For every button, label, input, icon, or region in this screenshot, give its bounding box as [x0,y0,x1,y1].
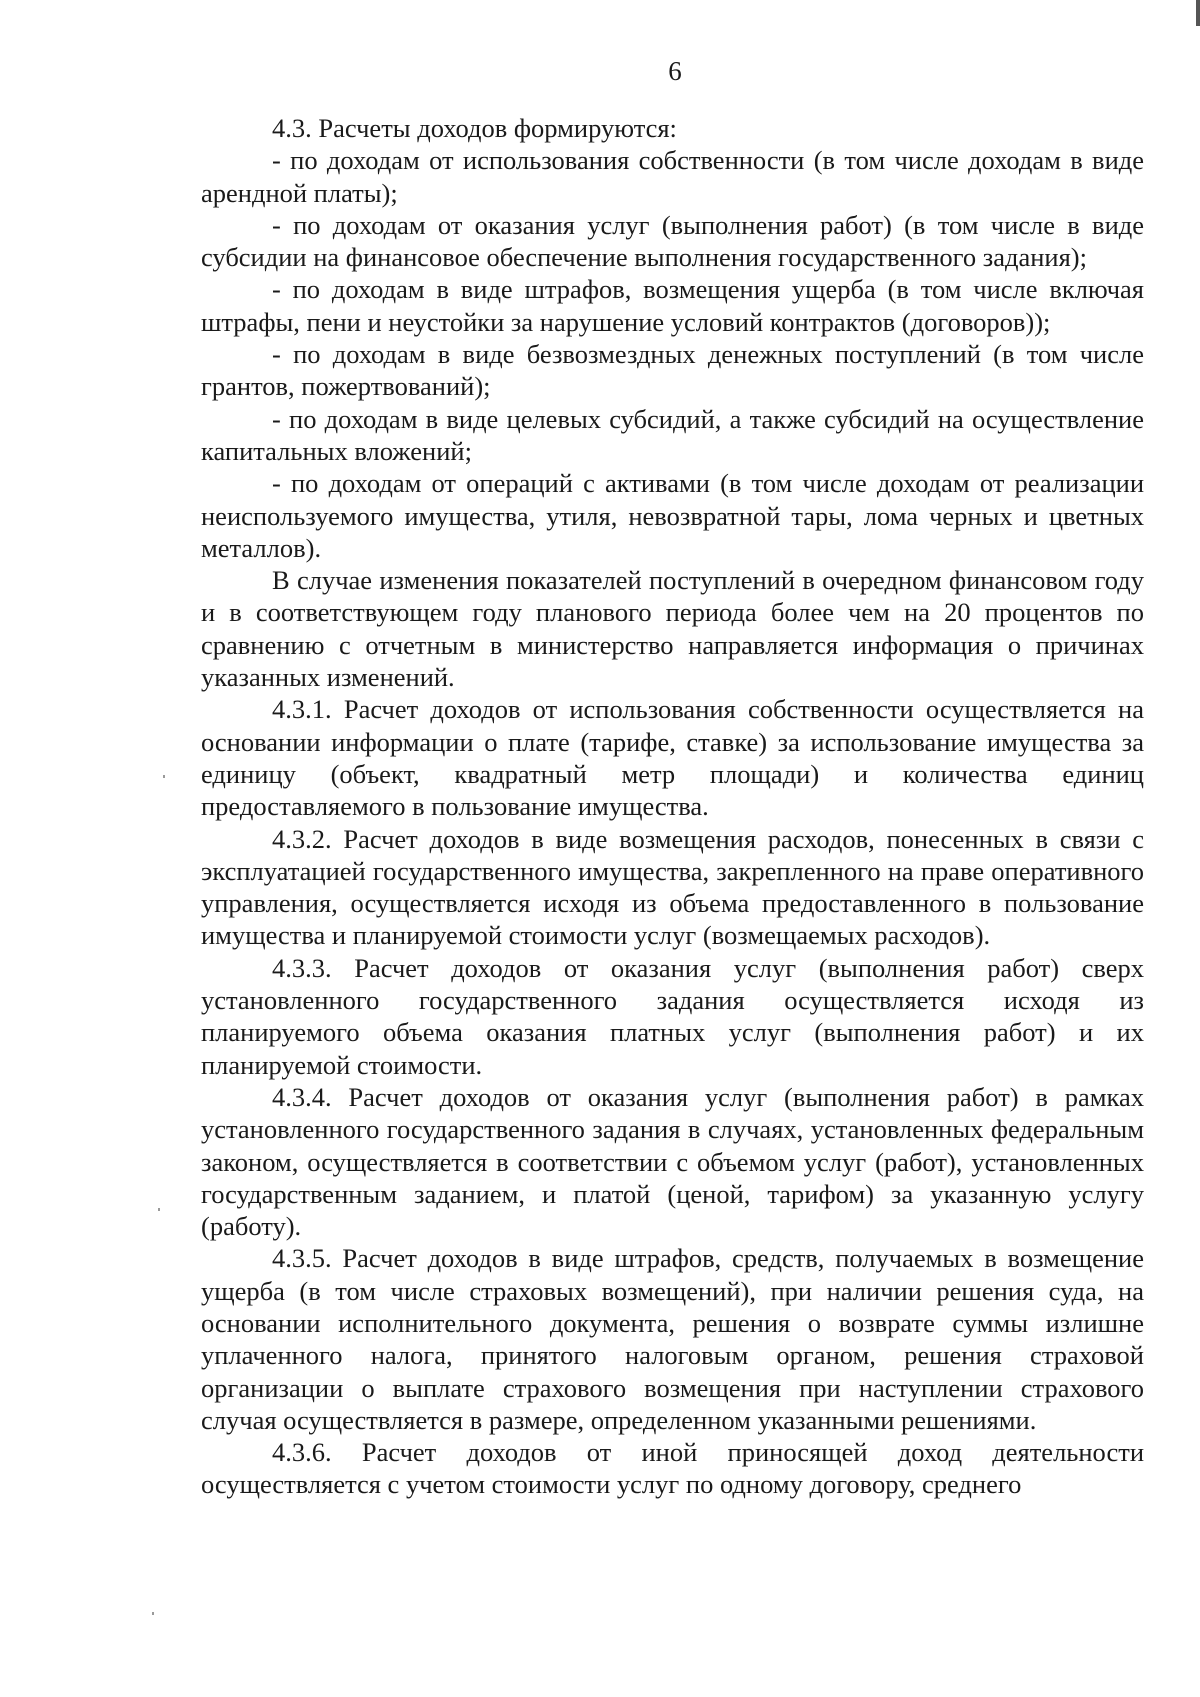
paragraph-4-3-2: 4.3.2. Расчет доходов в виде возмещения расходов, понесенных в связи с эксплуатацией государственного имущества, закрепленного на праве оперативного управления, осуществляется исходя из объема предоставленного в пользование имущества и планируемой стоимости услуг (возмещаемых расходов). [201,823,1144,951]
scan-edge-mark [1196,0,1200,26]
paragraph-4-3-4: 4.3.4. Расчет доходов от оказания услуг (выполнения работ) в рамках установленного государственного задания в случаях, установленных федеральным законом, осуществляется в соответствии с объемом услуг (работ), установленных государственным заданием, и платой (ценой, тарифом) за указанную услугу (работу). [201,1081,1144,1242]
list-item-services-income: - по доходам от оказания услуг (выполнения работ) (в том числе в виде субсидии на финансовое обеспечение выполнения государственного задания); [201,209,1144,273]
paragraph-4-3-6: 4.3.6. Расчет доходов от иной приносящей доход деятельности осуществляется с учетом стоимости услуг по одному договору, среднего [201,1437,1144,1500]
list-item-subsidies-income: - по доходам в виде целевых субсидий, а также субсидий на осуществление капитальных вложений; [201,403,1144,466]
list-item-property-income: - по доходам от использования собственности (в том числе доходам в виде арендной платы); [201,145,1144,208]
scan-speck [158,1208,160,1211]
paragraph-changes-info: В случае изменения показателей поступлений в очередном финансовом году и в соответствующем году планового периода более чем на 20 процентов по сравнению с отчетным в министерство направляется информация о причинах указанных изменений. [201,565,1144,693]
list-item-grants-income: - по доходам в виде безвозмездных денежных поступлений (в том числе грантов, пожертвований); [201,339,1144,402]
list-item-assets-income: - по доходам от операций с активами (в том числе доходам от реализации неиспользуемого имущества, утиля, невозвратной тары, лома черных и цветных металлов). [201,468,1144,563]
paragraph-4-3-5: 4.3.5. Расчет доходов в виде штрафов, средств, получаемых в возмещение ущерба (в том числе страховых возмещений), при наличии решения суда, на основании исполнительного документа, решения о возврате суммы излишне уплаченного налога, принятого налоговым органом, решения страховой организации о выплате страхового возмещения при наступлении страхового случая осуществляется в размере, определенном указанными решениями. [201,1243,1144,1435]
paragraph-4-3-3: 4.3.3. Расчет доходов от оказания услуг (выполнения работ) сверх установленного государственного задания осуществляется исходя из планируемого объема оказания платных услуг (выполнения работ) и их планируемой стоимости. [201,952,1144,1080]
list-item-fines-income: - по доходам в виде штрафов, возмещения ущерба (в том числе включая штрафы, пени и неустойки за нарушение условий контрактов (договоров)); [201,274,1144,337]
document-body [201,112,1144,1501]
paragraph-4-3-1: 4.3.1. Расчет доходов от использования собственности осуществляется на основании информации о плате (тарифе, ставке) за использование имущества за единицу (объект, квадратный метр площади) и количества единиц предоставляемого в пользование имущества. [201,694,1144,822]
page-number: 6 [668,56,682,86]
scan-speck [163,775,165,778]
paragraph-4-3: 4.3. Расчеты доходов формируются: [272,113,677,143]
scan-speck [152,1612,154,1615]
